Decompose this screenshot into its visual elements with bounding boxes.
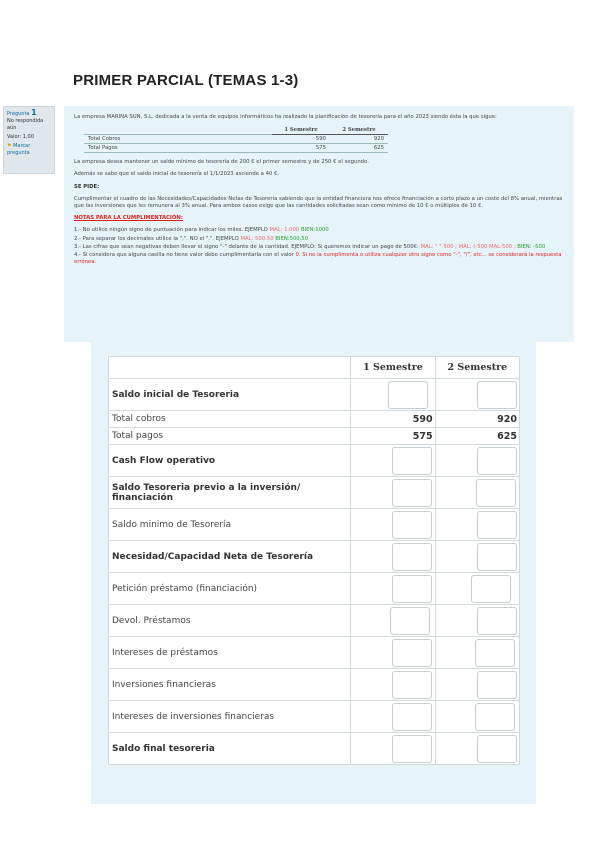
input-cell-semester-1 — [351, 605, 435, 637]
input-cell-semester-1 — [351, 477, 435, 509]
flag-question-link[interactable] — [7, 143, 51, 157]
answer-input-semester-2[interactable] — [476, 479, 516, 507]
input-cell-semester-1 — [351, 541, 435, 573]
note-1-wrong: MAL: 1.000 — [269, 227, 300, 234]
input-cell-semester-1 — [351, 701, 435, 733]
input-cell-semester-2 — [435, 605, 519, 637]
input-cell-semester-2 — [435, 445, 519, 477]
value-semester-2: 920 — [435, 411, 519, 428]
answer-input-semester-2[interactable] — [477, 671, 517, 699]
question-text-panel — [64, 106, 574, 342]
answer-table-header — [109, 357, 520, 379]
row-label: Total pagos — [109, 428, 351, 445]
note-1 — [74, 227, 564, 234]
input-cell-semester-1 — [351, 445, 435, 477]
input-cell-semester-1 — [351, 669, 435, 701]
row-label: Intereses de préstamos — [109, 637, 351, 669]
note-4 — [74, 252, 564, 266]
notes-title: NOTAS PARA LA CUMPLIMENTACIÓN: — [74, 215, 183, 222]
answer-row — [109, 733, 520, 765]
mini-cell-s2: 625 — [330, 144, 388, 153]
answer-input-semester-1[interactable] — [392, 447, 432, 475]
treasury-summary-table — [84, 126, 388, 153]
answer-input-semester-1[interactable] — [388, 381, 428, 409]
row-label: Saldo final tesoreria — [109, 733, 351, 765]
answer-input-semester-2[interactable] — [477, 735, 517, 763]
answer-input-semester-2[interactable] — [477, 607, 517, 635]
answer-row — [109, 605, 520, 637]
answer-row — [109, 428, 520, 445]
input-cell-semester-2 — [435, 509, 519, 541]
answer-input-semester-2[interactable] — [477, 447, 517, 475]
mini-cell-s2: 920 — [330, 135, 388, 144]
note-2-text: 2.- Para separar los decimales utilice la ",". NO el ".". EJEMPLO — [74, 235, 239, 242]
question-info-panel — [3, 106, 55, 174]
value-semester-2: 625 — [435, 428, 519, 445]
answer-row — [109, 541, 520, 573]
row-label: Saldo Tesoreria previo a la inversión/ financiación — [109, 477, 351, 509]
row-label: Saldo inicial de Tesoreria — [109, 379, 351, 411]
note-4-text: 4.- Si considera que alguna casilla no tiene valor debe cumplimentarla con el valor — [74, 252, 294, 259]
answer-row — [109, 669, 520, 701]
mini-cell-label: Total Pagos — [84, 144, 272, 153]
answer-input-semester-1[interactable] — [392, 479, 432, 507]
mini-cell-s1: 575 — [272, 144, 330, 153]
input-cell-semester-2 — [435, 477, 519, 509]
value-semester-1: 590 — [351, 411, 435, 428]
note-4-warning: 0. Si no la cumplimenta o utiliza cualquier otro signo como "-", "/", etc... se considerará la respuesta errónea. — [74, 252, 562, 266]
mini-row — [84, 135, 388, 144]
note-3-right: BIEN: -500 — [517, 243, 546, 250]
input-cell-semester-1 — [351, 509, 435, 541]
question-status: No respondida aún — [7, 118, 44, 131]
answer-input-semester-1[interactable] — [392, 639, 432, 667]
input-cell-semester-2 — [435, 573, 519, 605]
note-3-wrong-2: MAL:500 ; — [489, 243, 516, 250]
answer-row — [109, 445, 520, 477]
input-cell-semester-2 — [435, 379, 519, 411]
answer-row — [109, 701, 520, 733]
flag-label: Marcar pregunta — [7, 143, 31, 156]
input-cell-semester-2 — [435, 637, 519, 669]
question-number-value: 1 — [31, 108, 37, 117]
note-3 — [74, 244, 564, 251]
header-empty — [109, 357, 351, 379]
answer-input-semester-2[interactable] — [477, 543, 517, 571]
row-label: Saldo minimo de Tesorería — [109, 509, 351, 541]
row-label: Cash Flow operativo — [109, 445, 351, 477]
answer-row — [109, 573, 520, 605]
note-2-right: BIEN:500,50 — [275, 235, 309, 242]
mini-header-2: 2 Semestre — [330, 126, 388, 135]
input-cell-semester-2 — [435, 669, 519, 701]
question-score: Valor: 1,00 — [7, 134, 34, 140]
mini-header-0 — [84, 126, 272, 135]
input-cell-semester-2 — [435, 701, 519, 733]
answer-input-semester-2[interactable] — [477, 381, 517, 409]
note-2 — [74, 236, 564, 243]
mini-cell-label: Total Cobros — [84, 135, 272, 144]
flag-icon: ⚑ — [7, 143, 12, 149]
input-cell-semester-1 — [351, 637, 435, 669]
row-label: Petición préstamo (financiación) — [109, 573, 351, 605]
answer-input-semester-2[interactable] — [475, 639, 515, 667]
mini-header-1: 1 Semestre — [272, 126, 330, 135]
answer-input-semester-1[interactable] — [392, 543, 432, 571]
question-number — [7, 109, 51, 118]
row-label: Necesidad/Capacidad Neta de Tesorería — [109, 541, 351, 573]
answer-input-semester-2[interactable] — [477, 511, 517, 539]
page-title: PRIMER PARCIAL (TEMAS 1-3) — [73, 72, 299, 89]
answer-row — [109, 637, 520, 669]
answer-input-semester-2[interactable] — [471, 575, 511, 603]
mini-row — [84, 144, 388, 153]
note-1-text: 1.- No utilice ningún signo de puntuación para indicar los miles. EJEMPLO — [74, 227, 268, 234]
answer-input-semester-1[interactable] — [392, 703, 432, 731]
answer-input-semester-1[interactable] — [392, 575, 432, 603]
answer-panel — [91, 338, 536, 804]
question-label: Pregunta — [7, 111, 30, 117]
row-label: Intereses de inversiones financieras — [109, 701, 351, 733]
mini-cell-s1: 590 — [272, 135, 330, 144]
header-semester-1: 1 Semestre — [351, 357, 435, 379]
answer-input-semester-1[interactable] — [392, 735, 432, 763]
answer-row — [109, 509, 520, 541]
input-cell-semester-1 — [351, 379, 435, 411]
answer-input-semester-1[interactable] — [392, 671, 432, 699]
note-2-wrong: MAL: 500.50 — [240, 235, 274, 242]
min-balance-text: La empresa desea mantener un saldo mínimo de tesorería de 200 € el primer semestre y de 250 € el segundo. — [74, 159, 369, 166]
answer-input-semester-1[interactable] — [390, 607, 430, 635]
input-cell-semester-2 — [435, 541, 519, 573]
task-text: Cumplimentar el cuadro de las Necesidades/Capacidades Netas de Tesorería sabiendo que la entidad financiera nos ofrece financiación a corto plazo a un coste del 8% anual, mientras que las inversiones que les remunera al 3% anual. Para ambos casos exige que las cantidades solicitadas sean como mínimo de 10 € o múltiplos de 10 €. — [74, 195, 563, 210]
note-3-wrong: MAL: " " 500 ; MAL: (-500 — [420, 243, 488, 250]
row-label: Devol. Préstamos — [109, 605, 351, 637]
answer-row — [109, 411, 520, 428]
input-cell-semester-1 — [351, 573, 435, 605]
answer-row — [109, 477, 520, 509]
treasury-answer-table — [108, 356, 520, 765]
value-semester-1: 575 — [351, 428, 435, 445]
header-semester-2: 2 Semestre — [435, 357, 519, 379]
answer-input-semester-2[interactable] — [475, 703, 515, 731]
note-1-right: BIEN:1000 — [300, 227, 329, 234]
answer-row — [109, 379, 520, 411]
se-pide-heading: SE PIDE: — [74, 183, 100, 190]
answer-input-semester-1[interactable] — [392, 511, 432, 539]
row-label: Inversiones financieras — [109, 669, 351, 701]
row-label: Total cobros — [109, 411, 351, 428]
initial-balance-text: Además se sabe que el saldo inicial de tesorería el 1/1/2023 asciende a 40 €. — [74, 171, 280, 178]
input-cell-semester-1 — [351, 733, 435, 765]
note-3-text: 3.- Las cifras que sean negativas deben llevar el signo "-" delante de la cantidad. EJEMPLO: Si queremos indicar un pago de 500€: — [74, 243, 419, 250]
question-intro: La empresa MARINA SUN, S.L. dedicada a la venta de equipos informáticos ha realizado la planificación de tesorería para el año 2023 siendo ésta la que sigue: — [74, 114, 497, 120]
input-cell-semester-2 — [435, 733, 519, 765]
